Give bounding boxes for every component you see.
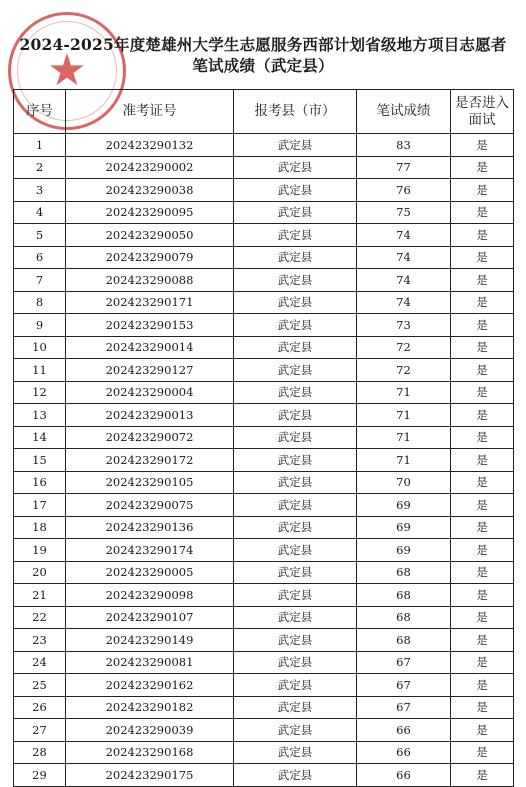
cell-score: 71: [357, 381, 451, 404]
cell-score: 74: [357, 246, 451, 269]
cell-interview: 是: [451, 246, 514, 269]
cell-interview: 是: [451, 224, 514, 247]
cell-interview: 是: [451, 741, 514, 764]
cell-seq: 10: [14, 336, 66, 359]
table-row: [14, 494, 514, 517]
table-row: [14, 516, 514, 539]
cell-score: 67: [357, 651, 451, 674]
table-row: [14, 201, 514, 224]
cell-interview: 是: [451, 359, 514, 382]
cell-interview: 是: [451, 156, 514, 179]
cell-seq: 26: [14, 696, 66, 719]
cell-exam-id: 202423290079: [66, 246, 234, 269]
document-title: [0, 34, 526, 76]
cell-county: 武定县: [234, 449, 357, 472]
cell-exam-id: 202423290050: [66, 224, 234, 247]
cell-score: 83: [357, 134, 451, 157]
header-score: 笔试成绩: [357, 90, 451, 134]
table-row: [14, 561, 514, 584]
cell-seq: 17: [14, 494, 66, 517]
cell-county: 武定县: [234, 134, 357, 157]
cell-score: 76: [357, 179, 451, 202]
cell-seq: 20: [14, 561, 66, 584]
cell-county: 武定县: [234, 314, 357, 337]
cell-exam-id: 202423290013: [66, 404, 234, 427]
cell-score: 69: [357, 494, 451, 517]
cell-county: 武定县: [234, 179, 357, 202]
table-row: [14, 246, 514, 269]
cell-interview: 是: [451, 179, 514, 202]
header-seq: 序号: [14, 90, 66, 134]
cell-county: 武定县: [234, 606, 357, 629]
cell-interview: 是: [451, 494, 514, 517]
cell-seq: 14: [14, 426, 66, 449]
cell-score: 74: [357, 269, 451, 292]
cell-exam-id: 202423290127: [66, 359, 234, 382]
cell-seq: 23: [14, 629, 66, 652]
cell-exam-id: 202423290002: [66, 156, 234, 179]
cell-score: 67: [357, 696, 451, 719]
table-row: [14, 696, 514, 719]
table-row: [14, 584, 514, 607]
cell-seq: 12: [14, 381, 66, 404]
cell-exam-id: 202423290098: [66, 584, 234, 607]
cell-interview: 是: [451, 471, 514, 494]
cell-county: 武定县: [234, 674, 357, 697]
cell-interview: 是: [451, 336, 514, 359]
cell-seq: 1: [14, 134, 66, 157]
cell-seq: 15: [14, 449, 66, 472]
cell-score: 77: [357, 156, 451, 179]
cell-score: 68: [357, 606, 451, 629]
cell-interview: 是: [451, 719, 514, 742]
cell-interview: 是: [451, 516, 514, 539]
cell-exam-id: 202423290168: [66, 741, 234, 764]
cell-seq: 5: [14, 224, 66, 247]
cell-exam-id: 202423290132: [66, 134, 234, 157]
cell-score: 73: [357, 314, 451, 337]
cell-exam-id: 202423290174: [66, 539, 234, 562]
cell-score: 68: [357, 584, 451, 607]
cell-seq: 6: [14, 246, 66, 269]
cell-county: 武定县: [234, 156, 357, 179]
cell-score: 69: [357, 539, 451, 562]
table-row: [14, 651, 514, 674]
cell-exam-id: 202423290136: [66, 516, 234, 539]
cell-county: 武定县: [234, 426, 357, 449]
table-row: [14, 269, 514, 292]
cell-interview: 是: [451, 764, 514, 787]
cell-seq: 21: [14, 584, 66, 607]
header-interview-label: 是否进入面试: [455, 94, 509, 128]
cell-exam-id: 202423290014: [66, 336, 234, 359]
cell-interview: 是: [451, 381, 514, 404]
cell-county: 武定县: [234, 561, 357, 584]
table-row: [14, 179, 514, 202]
cell-score: 69: [357, 516, 451, 539]
cell-interview: 是: [451, 426, 514, 449]
cell-interview: 是: [451, 134, 514, 157]
cell-interview: 是: [451, 201, 514, 224]
table-row: [14, 156, 514, 179]
cell-score: 70: [357, 471, 451, 494]
cell-interview: 是: [451, 291, 514, 314]
cell-county: 武定县: [234, 719, 357, 742]
cell-score: 71: [357, 426, 451, 449]
cell-interview: 是: [451, 674, 514, 697]
table-row: [14, 404, 514, 427]
table-row: [14, 539, 514, 562]
title-line-1: 2024-2025年度楚雄州大学生志愿服务西部计划省级地方项目志愿者: [19, 35, 507, 54]
cell-county: 武定县: [234, 381, 357, 404]
table-row: [14, 629, 514, 652]
cell-seq: 13: [14, 404, 66, 427]
score-table: [13, 89, 514, 787]
header-county: 报考县（市）: [234, 90, 357, 134]
cell-exam-id: 202423290038: [66, 179, 234, 202]
table-row: [14, 449, 514, 472]
star-icon: ★: [47, 45, 87, 96]
cell-seq: 11: [14, 359, 66, 382]
cell-exam-id: 202423290107: [66, 606, 234, 629]
cell-exam-id: 202423290153: [66, 314, 234, 337]
cell-county: 武定县: [234, 224, 357, 247]
cell-county: 武定县: [234, 359, 357, 382]
cell-interview: 是: [451, 651, 514, 674]
table-row: [14, 291, 514, 314]
header-exam-id: 准考证号: [66, 90, 234, 134]
cell-seq: 24: [14, 651, 66, 674]
cell-county: 武定县: [234, 336, 357, 359]
cell-exam-id: 202423290088: [66, 269, 234, 292]
cell-county: 武定县: [234, 516, 357, 539]
cell-exam-id: 202423290072: [66, 426, 234, 449]
cell-score: 72: [357, 336, 451, 359]
cell-county: 武定县: [234, 404, 357, 427]
cell-score: 75: [357, 201, 451, 224]
cell-seq: 29: [14, 764, 66, 787]
cell-exam-id: 202423290075: [66, 494, 234, 517]
cell-seq: 18: [14, 516, 66, 539]
cell-seq: 8: [14, 291, 66, 314]
cell-exam-id: 202423290175: [66, 764, 234, 787]
table-row: [14, 606, 514, 629]
table-row: [14, 764, 514, 787]
cell-score: 74: [357, 291, 451, 314]
cell-seq: 2: [14, 156, 66, 179]
cell-exam-id: 202423290039: [66, 719, 234, 742]
cell-seq: 4: [14, 201, 66, 224]
table-header-row: [14, 90, 514, 134]
cell-score: 71: [357, 404, 451, 427]
cell-score: 68: [357, 629, 451, 652]
table-row: [14, 359, 514, 382]
table-row: [14, 471, 514, 494]
cell-exam-id: 202423290149: [66, 629, 234, 652]
cell-county: 武定县: [234, 246, 357, 269]
cell-county: 武定县: [234, 269, 357, 292]
cell-exam-id: 202423290004: [66, 381, 234, 404]
cell-interview: 是: [451, 606, 514, 629]
cell-score: 66: [357, 719, 451, 742]
cell-seq: 28: [14, 741, 66, 764]
table-row: [14, 314, 514, 337]
table-row: [14, 381, 514, 404]
cell-county: 武定县: [234, 494, 357, 517]
cell-interview: 是: [451, 404, 514, 427]
cell-score: 67: [357, 674, 451, 697]
cell-score: 66: [357, 741, 451, 764]
cell-score: 72: [357, 359, 451, 382]
cell-interview: 是: [451, 696, 514, 719]
cell-interview: 是: [451, 629, 514, 652]
cell-exam-id: 202423290081: [66, 651, 234, 674]
cell-seq: 3: [14, 179, 66, 202]
cell-interview: 是: [451, 539, 514, 562]
cell-exam-id: 202423290095: [66, 201, 234, 224]
cell-seq: 16: [14, 471, 66, 494]
table-row: [14, 674, 514, 697]
title-line-2: 笔试成绩（武定县）: [192, 56, 334, 75]
table-row: [14, 741, 514, 764]
cell-county: 武定县: [234, 201, 357, 224]
table-row: [14, 426, 514, 449]
cell-exam-id: 202423290105: [66, 471, 234, 494]
table-row: [14, 336, 514, 359]
cell-score: 66: [357, 764, 451, 787]
cell-county: 武定县: [234, 539, 357, 562]
cell-interview: 是: [451, 584, 514, 607]
cell-score: 68: [357, 561, 451, 584]
cell-seq: 19: [14, 539, 66, 562]
cell-county: 武定县: [234, 741, 357, 764]
cell-seq: 7: [14, 269, 66, 292]
cell-county: 武定县: [234, 291, 357, 314]
cell-interview: 是: [451, 449, 514, 472]
cell-interview: 是: [451, 314, 514, 337]
header-interview: [451, 90, 514, 134]
cell-exam-id: 202423290182: [66, 696, 234, 719]
cell-seq: 27: [14, 719, 66, 742]
cell-exam-id: 202423290171: [66, 291, 234, 314]
table-row: [14, 134, 514, 157]
cell-county: 武定县: [234, 696, 357, 719]
cell-county: 武定县: [234, 651, 357, 674]
cell-score: 74: [357, 224, 451, 247]
cell-interview: 是: [451, 269, 514, 292]
cell-exam-id: 202423290005: [66, 561, 234, 584]
cell-seq: 22: [14, 606, 66, 629]
table-row: [14, 224, 514, 247]
cell-seq: 9: [14, 314, 66, 337]
cell-county: 武定县: [234, 584, 357, 607]
cell-interview: 是: [451, 561, 514, 584]
cell-county: 武定县: [234, 471, 357, 494]
cell-county: 武定县: [234, 764, 357, 787]
cell-county: 武定县: [234, 629, 357, 652]
cell-score: 71: [357, 449, 451, 472]
table-row: [14, 719, 514, 742]
cell-exam-id: 202423290162: [66, 674, 234, 697]
cell-exam-id: 202423290172: [66, 449, 234, 472]
cell-seq: 25: [14, 674, 66, 697]
